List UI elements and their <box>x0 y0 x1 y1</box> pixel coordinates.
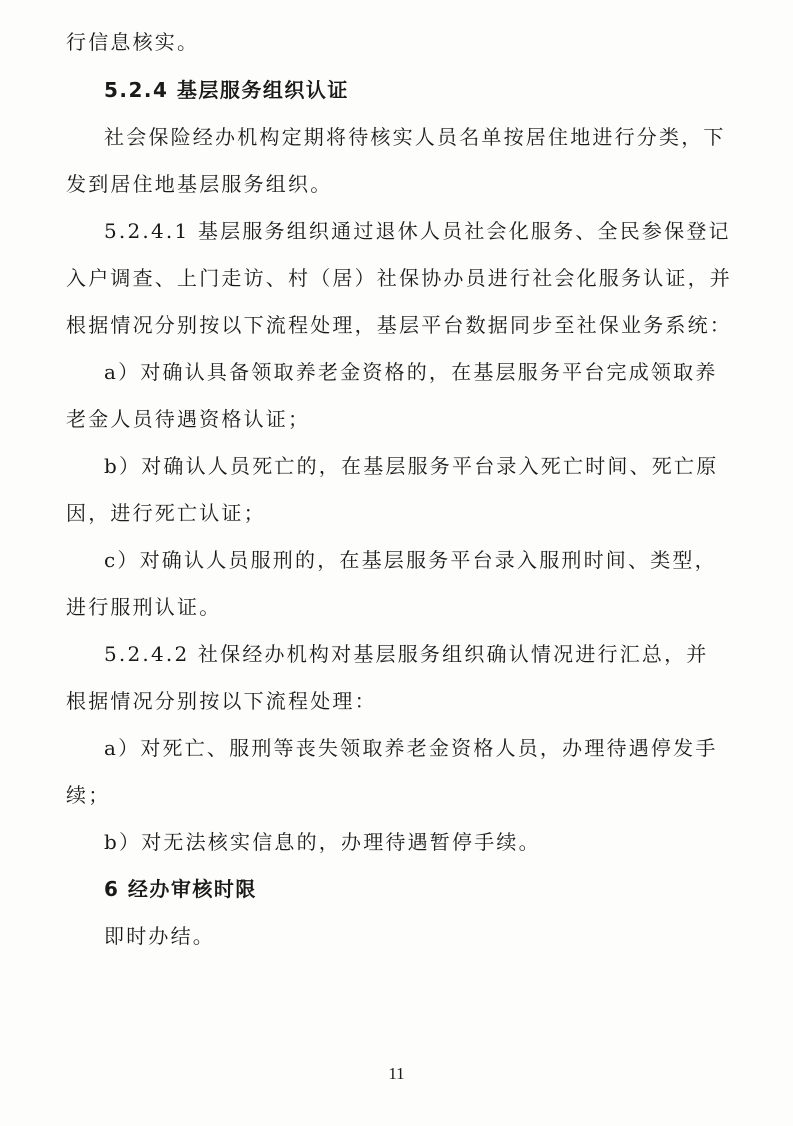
clause-5-2-4-2: 5.2.4.2 社保经办机构对基层服务组织确认情况进行汇总，并 <box>104 642 709 666</box>
clause-5-2-4-1: 5.2.4.1 基层服务组织通过退休人员社会化服务、全民参保登记 <box>104 219 731 243</box>
text-line-continuation: 行信息核实。 <box>66 30 200 54</box>
paragraph-line: 因，进行死亡认证； <box>66 501 266 525</box>
paragraph-line: 发到居住地基层服务组织。 <box>66 172 333 196</box>
paragraph-line: 即时办结。 <box>104 924 215 948</box>
list-item-b: b）对无法核实信息的，办理待遇暂停手续。 <box>104 830 541 854</box>
list-item-b: b）对确认人员死亡的，在基层服务平台录入死亡时间、死亡原 <box>104 454 719 478</box>
paragraph-line: 根据情况分别按以下流程处理： <box>66 689 377 713</box>
list-item-a: a）对确认具备领取养老金资格的，在基层服务平台完成领取养 <box>104 360 718 384</box>
section-heading-5-2-4: 5.2.4 基层服务组织认证 <box>104 78 349 102</box>
paragraph-line: 老金人员待遇资格认证； <box>66 407 311 431</box>
paragraph-line: 社会保险经办机构定期将待核实人员名单按居住地进行分类，下 <box>104 125 726 149</box>
page-number: 11 <box>388 1064 405 1083</box>
paragraph-line: 续； <box>66 783 111 807</box>
paragraph-line: 进行服刑认证。 <box>66 595 222 619</box>
paragraph-line: 入户调查、上门走访、村（居）社保协办员进行社会化服务认证，并 <box>66 266 732 290</box>
paragraph-line: 根据情况分别按以下流程处理，基层平台数据同步至社保业务系统： <box>66 313 732 337</box>
list-item-a: a）对死亡、服刑等丧失领取养老金资格人员，办理待遇停发手 <box>104 736 718 760</box>
list-item-c: c）对确认人员服刑的，在基层服务平台录入服刑时间、类型， <box>104 548 717 572</box>
section-heading-6: 6 经办审核时限 <box>104 877 257 901</box>
